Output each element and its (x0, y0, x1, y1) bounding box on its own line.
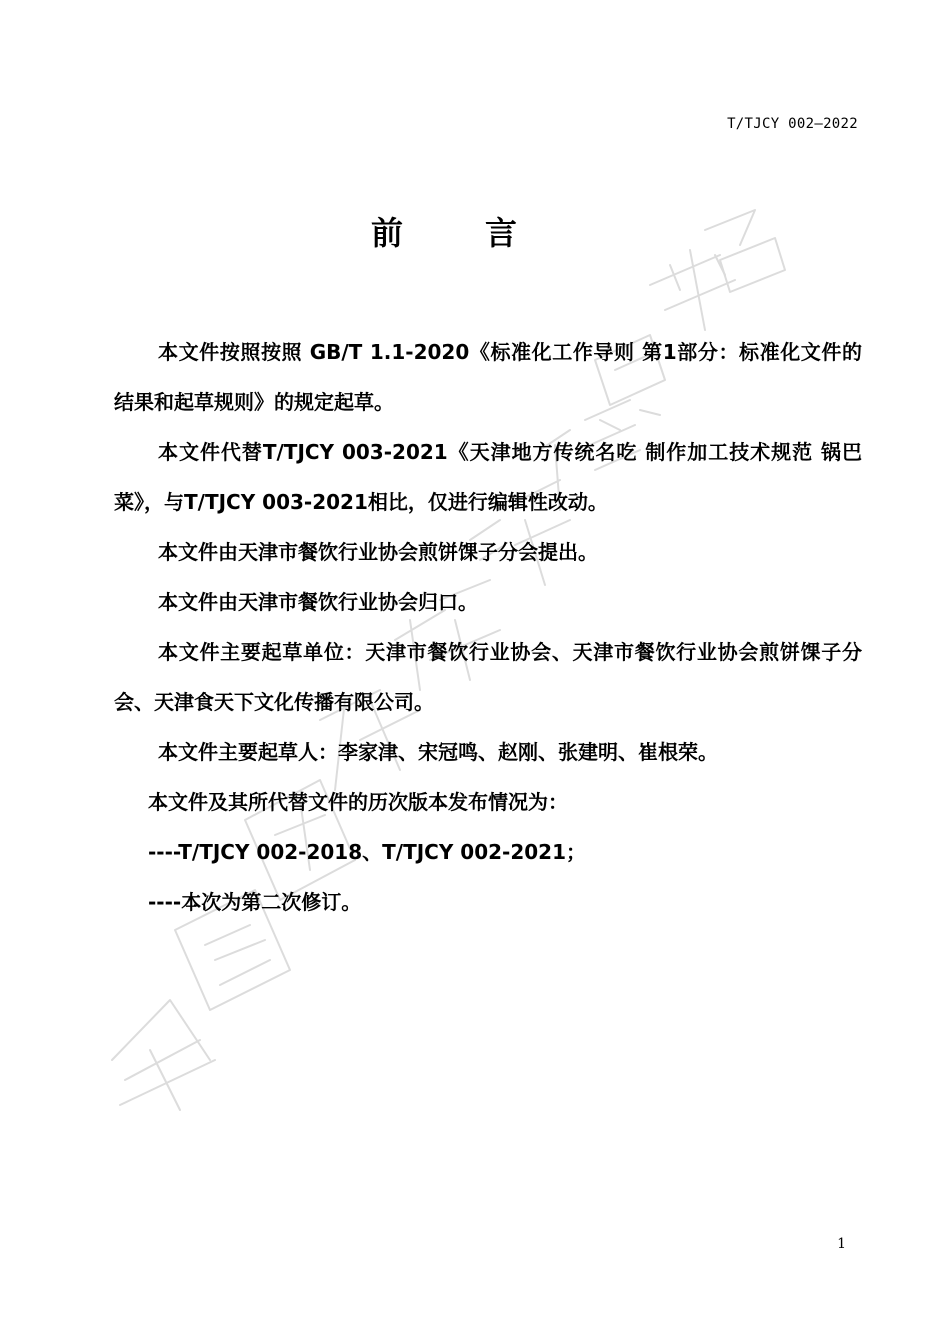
paragraph-centralized: 本文件由天津市餐饮行业协会归口。 (158, 590, 478, 614)
paragraph-drafting-rules: 本文件按照按照 GB/T 1.1-2020《标准化工作导则 第1部分：标准化文件的结果和起草规则》的规定起草。 (114, 340, 862, 414)
paragraph-version-history: 本文件及其所代替文件的历次版本发布情况为： (148, 790, 568, 814)
page-title: 前言 (370, 214, 599, 252)
version-item-previous: ----T/TJCY 002-2018、T/TJCY 002-2021； (148, 840, 586, 864)
paragraph-drafters: 本文件主要起草人：李家津、宋冠鸣、赵刚、张建明、崔根荣。 (158, 740, 718, 764)
page-number: 1 (837, 1236, 846, 1252)
paragraph-proposer: 本文件由天津市餐饮行业协会煎饼馃子分会提出。 (158, 540, 598, 564)
standard-code: T/TJCY 002—2022 (727, 116, 858, 132)
paragraph-replacement: 本文件代替T/TJCY 003-2021《天津地方传统名吃 制作加工技术规范 锅巴菜》，与T/TJCY 003-2021相比，仅进行编辑性改动。 (114, 440, 862, 514)
paragraph-drafting-units: 本文件主要起草单位：天津市餐饮行业协会、天津市餐饮行业协会煎饼馃子分会、天津食天下文化传播有限公司。 (114, 640, 862, 714)
foreword-body (114, 327, 862, 927)
version-item-current: ----本次为第二次修订。 (148, 890, 362, 914)
